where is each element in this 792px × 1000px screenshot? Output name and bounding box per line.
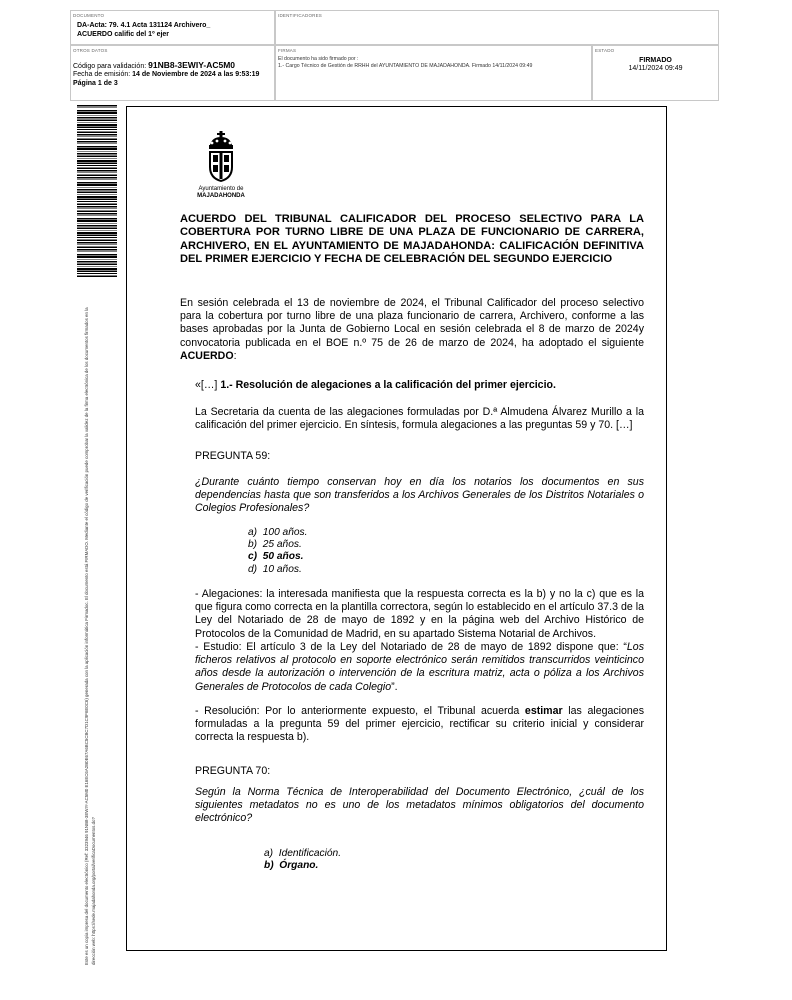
estudio-text: - Estudio: El artículo 3 de la Ley del Notariado de 28 de mayo de 1892 dispone que: “: [195, 641, 627, 653]
documento-label: DOCUMENTO: [73, 13, 105, 18]
intro-text: En sesión celebrada el 13 de noviembre de 2024, el Tribunal Calificador del proceso selectivo para la cobertura por turno libre de una plaza funcionario de carrera, Archivero, conforme a las bases aprobadas por la Junta de Gobierno Local en sesión celebrada el 8 de marzo de 2024y convocatoria publicada en el BOE n.º 75 de 26 de marzo de 2024, ha adoptado el siguiente: [180, 297, 644, 349]
section-prefix: «[…]: [195, 379, 221, 391]
fecha-value: 14 de Noviembre de 2024 a las 9:53:19: [132, 71, 260, 78]
resolucion-paragraph: [195, 705, 644, 745]
firmas-label: FIRMAS: [278, 48, 297, 53]
side-verification-note: Este es un copia impresa del documento electrónico (Ref: 3323946 91NB8-3EWIY-AC5M0 E16EC6A2B0E67A6BC5CBC7D1C9F6E0C6) generada con la aplicación informática Firmadoc. El documento está FIRMADO. Mediante el código de verificación puede comprobar la validez de la firma electrónica de los documentos firmados en la dirección web: https://sede.majadahonda.org/portal/verificaDocumentos.do?: [84, 307, 96, 965]
identificadores-label: IDENTIFICADORES: [278, 13, 323, 18]
estudio-end: ”.: [391, 680, 398, 693]
q59-text: ¿Durante cuánto tiempo conservan hoy en día los notarios los documentos en sus dependencias hasta que son transferidos a los Archivos Generales de los Distritos Notariales o Colegios Profesionales?: [195, 476, 644, 515]
alegaciones-paragraph: - Alegaciones: la interesada manifiesta que la respuesta correcta es la b) y no la c) que es la que figura como correcta en la plantilla correctora, según lo establecido en el artículo 37.3 de la Ley del Notariado de 28 de mayo de 1892 y en la página web del Archivo Histórico de Protocolos de la Comunidad de Madrid, en su apartado Sistema Notarial de Archivos.: [195, 588, 644, 640]
q59-label: PREGUNTA 59:: [195, 450, 271, 462]
resolucion-pre: - Resolución: Por lo anteriormente expuesto, el Tribunal acuerda: [195, 705, 525, 717]
codigo-value: 91NB8-3EWIY-AC5M0: [148, 60, 236, 70]
estudio-quote: Los ficheros relativos al protocolo en soporte electrónico serán remitidos transcurridos veinticinco años desde la autorización o intervención de la escritura matriz, acta o póliza a los Archivos Generales de Protocolos de cada Colegio: [195, 641, 644, 693]
fecha-emision: [73, 71, 273, 80]
intro-end: :: [233, 349, 237, 362]
coat-of-arms-icon: [203, 131, 239, 183]
q70-option-a: a) Identificación.: [264, 848, 342, 859]
q70-label: PREGUNTA 70:: [195, 765, 271, 777]
intro-bold: ACUERDO: [180, 349, 234, 362]
intro-paragraph: [180, 297, 644, 363]
resolucion-bold: estimar: [524, 705, 563, 717]
estudio-paragraph: [195, 641, 644, 694]
logo-line2: MAJADAHONDA: [197, 193, 245, 199]
firmas-line1: El documento ha sido firmado por :: [278, 56, 359, 62]
otros-datos-label: OTROS DATOS: [73, 48, 108, 53]
document-title: ACUERDO DEL TRIBUNAL CALIFICADOR DEL PROCESO SELECTIVO PARA LA COBERTURA POR TURNO LIBRE DE UNA PLAZA DE FUNCIONARIO DE CARRERA, ARCHIVERO, EN EL AYUNTAMIENTO DE MAJADAHONDA: CALIFICACIÓN DEFINITIVA DEL PRIMER EJERCICIO Y FECHA DE CELEBRACIÓN DEL SEGUNDO EJERCICIO: [180, 213, 644, 266]
documento-value: DA-Acta: 79. 4.1 Acta 131124 Archivero_ ACUERDO calific del 1º ejer: [77, 22, 211, 38]
majadahonda-logo: [189, 131, 253, 200]
q70-text: Según la Norma Técnica de Interoperabilidad del Documento Electrónico, ¿cuál de los siguientes metadatos no es uno de los metadatos mínimos obligatorios del documento electrónico?: [195, 786, 644, 825]
estado-value: FIRMADO: [639, 57, 672, 64]
firmas-line2: 1.- Cargo Técnico de Gestión de RRHH del AYUNTAMIENTO DE MAJADAHONDA. Firmado 14/11/2024 09:49: [278, 63, 533, 69]
codigo-label: Código para validación:: [73, 63, 147, 70]
secretaria-paragraph: La Secretaria da cuenta de las alegaciones formuladas por D.ª Almudena Álvarez Murillo a la calificación del primer ejercicio. En síntesis, formula alegaciones a las preguntas 59 y 70. […]: [195, 406, 644, 432]
q59-option-d: d) 10 años.: [248, 564, 302, 575]
header-firmas-box: [275, 45, 592, 101]
section-title: 1.- Resolución de alegaciones a la calificación del primer ejercicio.: [220, 379, 556, 391]
estado-date: 14/11/2024 09:49: [628, 65, 683, 72]
fecha-label: Fecha de emisión:: [73, 71, 131, 78]
header-identificadores-box: [275, 10, 719, 45]
codigo-validacion: [73, 61, 273, 72]
q59-option-b: b) 25 años.: [248, 539, 302, 550]
pagina-info: Página 1 de 3: [73, 80, 118, 87]
resolucion-post: las alegaciones formuladas a la pregunta 59 del primer ejercicio, rectificar su criterio inicial y considerar correcta la respuesta b).: [195, 705, 644, 744]
estado-label: ESTADO: [595, 48, 615, 53]
q70-option-b: b) Órgano.: [264, 860, 319, 871]
logo-line1: Ayuntamiento de: [198, 186, 244, 192]
q59-option-a: a) 100 años.: [248, 527, 308, 538]
q59-option-c: c) 50 años.: [248, 551, 304, 562]
barcode: [77, 105, 117, 277]
section-heading: [195, 379, 635, 392]
